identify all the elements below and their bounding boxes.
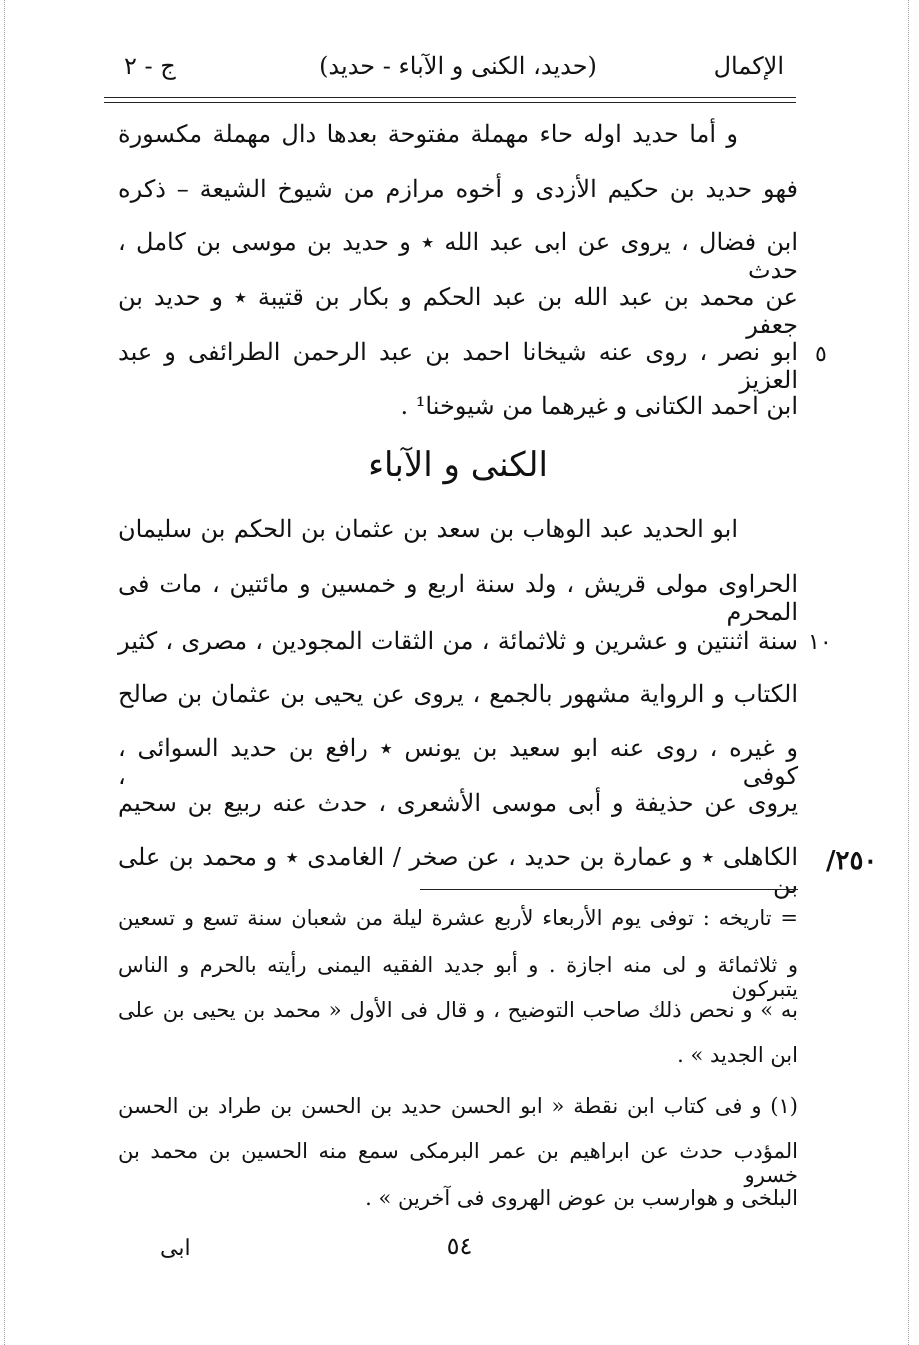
right-scan-margin <box>908 0 909 1345</box>
text-line: فهو حديد بن حكيم الأزدى و أخوه مرازم من شيوخ الشيعة – ذكره <box>118 175 798 203</box>
text-line: يروى عن حذيفة و أبى موسى الأشعرى ، حدث عنه ربيع بن سحيم <box>118 789 798 817</box>
left-scan-margin <box>4 0 5 1345</box>
folio-marker: /٢٥٠ <box>826 846 878 876</box>
text-line: الحراوى مولى قريش ، ولد سنة اربع و خمسين و مائتين ، مات فى المحرم <box>118 570 798 626</box>
header-rule <box>104 97 796 98</box>
footnote-line: المؤدب حدث عن ابراهيم بن عمر البرمكى سمع منه الحسين بن محمد بن خسرو <box>118 1139 798 1187</box>
header-volume: ج - ٢ <box>124 52 176 80</box>
text-line: سنة اثنتين و عشرين و ثلاثمائة ، من الثقات المجودين ، مصرى ، كثير <box>118 627 798 655</box>
footnote-line: (١) و فى كتاب ابن نقطة « ابو الحسن حديد بن الحسن بن طراد بن الحسن <box>118 1094 798 1118</box>
text-line: و غيره ، روى عنه ابو سعيد بن يونس ٭ رافع بن حديد السوائى ، كوفى ، <box>118 734 798 790</box>
page-number: ٥٤ <box>446 1232 473 1260</box>
footnote-line: البلخى و هوارسب بن عوض الهروى فى آخرين » . <box>365 1186 798 1210</box>
footnote-line: و ثلاثمائة و لى منه اجازة . و أبو جديد الفقيه اليمنى رأيته بالحرم و الناس يتبركون <box>118 953 798 1001</box>
text-line: ابن فضال ، يروى عن ابى عبد الله ٭ و حديد بن موسى بن كامل ، حدث <box>118 228 798 284</box>
header-section-title: (حديد، الكنى و الآباء - حديد) <box>319 52 597 80</box>
header-book-title: الإكمال <box>713 52 784 80</box>
line-number: ٥ <box>815 342 827 367</box>
footnote-rule <box>420 889 798 890</box>
text-line: و أما حديد اوله حاء مهملة مفتوحة بعدها دال مهملة مكسورة <box>118 120 738 148</box>
text-line: ابن احمد الكتانى و غيرهما من شيوخنا¹ . <box>400 392 798 420</box>
text-line: عن محمد بن عبد الله بن عبد الحكم و بكار بن قتيبة ٭ و حديد بن جعفر <box>118 283 798 339</box>
footnote-line: به » و نحص ذلك صاحب التوضيح ، و قال فى الأول « محمد بن يحيى بن على <box>118 998 798 1022</box>
catchword: ابى <box>160 1236 191 1261</box>
header-rule <box>104 102 796 103</box>
running-header <box>118 48 798 92</box>
footnote-line: ابن الجديد » . <box>677 1043 798 1067</box>
text-line: الكتاب و الرواية مشهور بالجمع ، يروى عن يحيى بن عثمان بن صالح <box>118 680 798 708</box>
text-line: ابو نصر ، روى عنه شيخانا احمد بن عبد الرحمن الطرائفى و عبد العزيز <box>118 338 798 394</box>
line-number: ١٠ <box>808 630 832 655</box>
footnote-line: = تاريخه : توفى يوم الأربعاء لأربع عشرة ليلة من شعبان سنة تسع و تسعين <box>118 906 798 930</box>
text-line: ابو الحديد عبد الوهاب بن سعد بن عثمان بن الحكم بن سليمان <box>118 515 738 543</box>
section-heading: الكنى و الآباء <box>368 445 548 485</box>
text-line: الكاهلى ٭ و عمارة بن حديد ، عن صخر / الغامدى ٭ و محمد بن على بن <box>118 843 799 899</box>
